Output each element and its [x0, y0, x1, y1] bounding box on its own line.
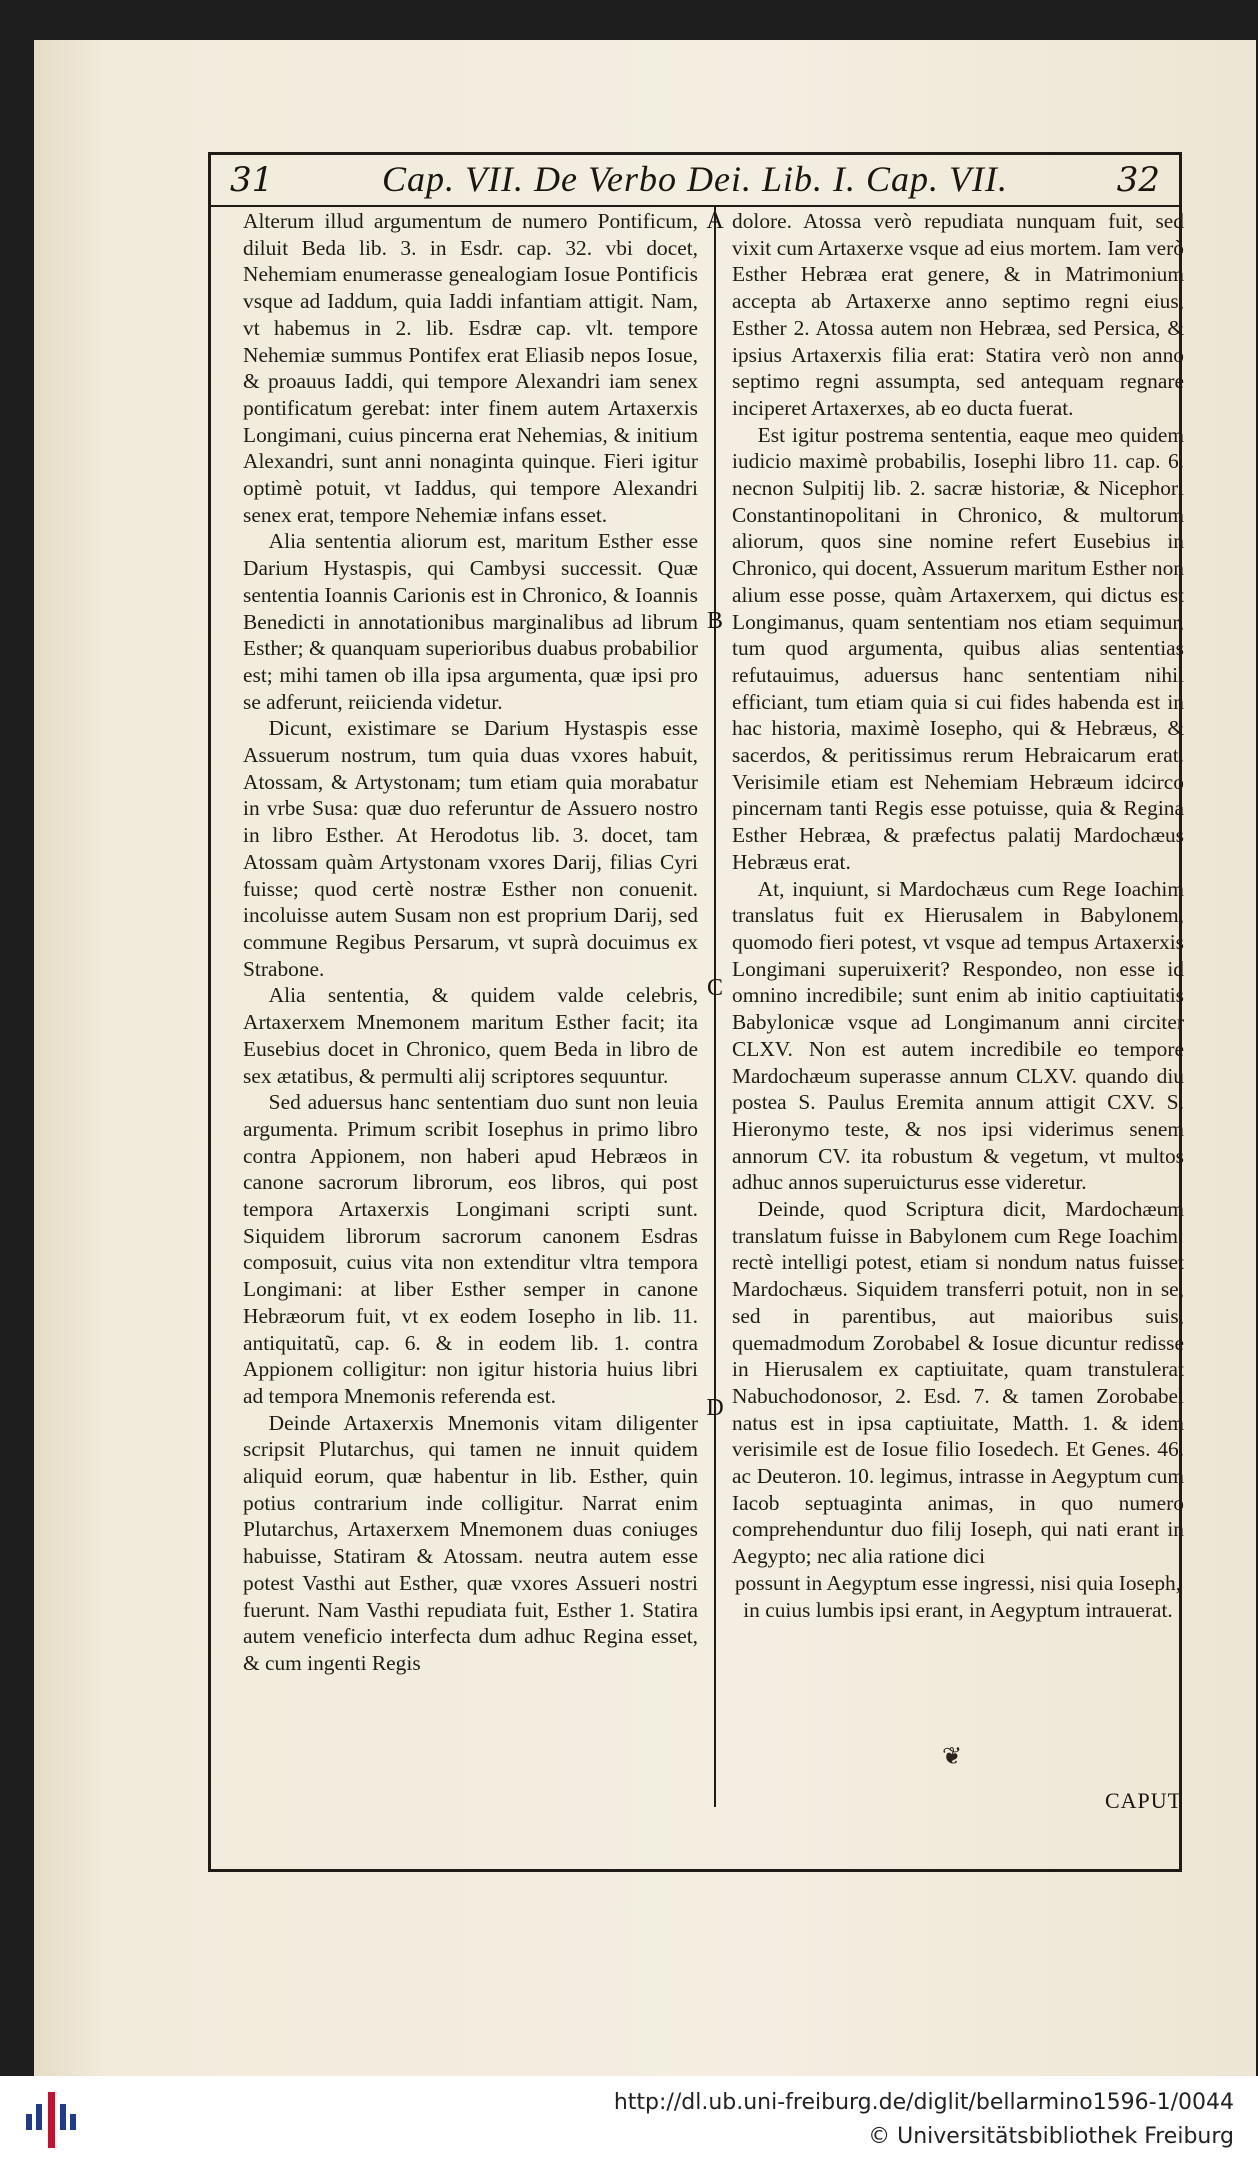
- fleuron-ornament-icon: ❦: [942, 1742, 963, 1770]
- page-header: [208, 152, 1182, 207]
- viewer-footer: [0, 2076, 1258, 2160]
- paragraph: Est igitur postrema sententia, eaque meo quidem iudicio maximè probabilis, Iosephi libro 11. cap. 6. necnon Sulpitij lib. 2. sacræ historiæ, & Nicephori Constantinopolitani in Chronico, & multorum aliorum, quos sine nomine refert Eusebius in Chronico, qui docent, Assuerum maritum Esther non alium esse posse, quàm Artaxerxem, qui dictus est Longimanus, quam sententiam nos etiam sequimur, tum quod argumenta, quibus alias sententias refutauimus, aduersus hanc sententiam nihil efficiant, tum etiam quia si cui fides habenda est in hac historia, maximè Iosepho, qui & Hebræus, & sacerdos, & peritissimus rerum Hebraicarum erat. Verisimile etiam est Nehemiam Hebræum idcirco pincernam tanti Regis esse potuisse, quia & Regina Esther Hebræa, & præfectus palatij Mardochæus Hebræus erat.: [732, 422, 1184, 874]
- folio-left: 31: [230, 160, 274, 200]
- right-column: [732, 208, 1184, 1778]
- margin-letter-b: B: [706, 608, 723, 634]
- margin-letter-d: D: [706, 1395, 724, 1421]
- copyright-notice: © Universitätsbibliothek Freiburg: [868, 2124, 1234, 2149]
- catchword: CAPUT: [1105, 1788, 1183, 1813]
- paragraph: Deinde, quod Scriptura dicit, Mardochæum translatum fuisse in Babylonem cum Rege Ioachim: rectè intelligi potest, etiam si nondum natus fuisset Mardochæus. Siquidem transferri potuit, non in se, sed in parentibus, aut maioribus suis, quemadmodum Zorobabel & Iosue dicuntur redisse in Hierusalem ex captiuitate, quam transtulerat Nabuchodonosor, 2. Esd. 7. & tamen Zorobabel natus est in ipsa captiuitate, Matth. 1. & idem verisimile est de Iosue filio Iosedech. Et Genes. 46. ac Deuteron. 10. legimus, intrasse in Aegyptum cum Iacob septuaginta animas, in quo numero comprehenduntur duo filij Ioseph, qui nati erant in Aegypto; nec alia ratione dici: [732, 1197, 1184, 1569]
- permalink[interactable]: http://dl.ub.uni-freiburg.de/diglit/bellarmino1596-1/0044: [613, 2090, 1234, 2115]
- paragraph: Alia sententia, & quidem valde celebris, Artaxerxem Mnemonem maritum Esther facit; ita Eusebius docet in Chronico, quem Beda in libro de sex ætatibus, & permulti alij scriptores sequuntur.: [243, 983, 698, 1088]
- ub-freiburg-logo-icon: [22, 2084, 82, 2154]
- left-column: [243, 208, 698, 1778]
- paragraph: dolore. Atossa verò repudiata nunquam fuit, sed vixit cum Artaxerxe vsque ad eius mortem. Iam verò Esther Hebræa erat genere, & in Matrimonium accepta ab Artaxerxe anno septimo regni eius, Esther 2. Atossa autem non Hebræa, sed Persica, & ipsius Artaxerxis filia erat: Statira verò non anno septimo regni assumpta, sed antequam regnare inciperet Artaxerxes, ab eo ducta fuerat.: [732, 209, 1184, 420]
- closing-paragraph: possunt in Aegyptum esse ingressi, nisi quia Ioseph, in cuius lumbis ipsi erant, in Aegyptum intrauerat.: [734, 1570, 1182, 1622]
- paragraph: Sed aduersus hanc sententiam duo sunt non leuia argumenta. Primum scribit Iosephus in primo libro contra Appionem, non haberi apud Hebræos in canone sacrorum librorum, eos libros, qui post tempora Artaxerxis Longimani scripti sunt. Siquidem librorum sacrorum canonem Esdras composuit, cuius vita non extenditur vltra tempora Longimani: at liber Esther semper in canone Hebræorum fuit, vt ex eodem Iosepho in lib. 11. antiquitatũ, cap. 6. & in eodem lib. 1. contra Appionem colligitur: non igitur historia huius libri ad tempora Mnemonis referenda est.: [243, 1090, 698, 1408]
- paragraph: Deinde Artaxerxis Mnemonis vitam diligenter scripsit Plutarchus, qui tamen ne innuit quidem aliquid eorum, quæ habentur in lib. Esther, quin potius contrarium inde colligitur. Narrat enim Plutarchus, Artaxerxem Mnemonem duas coniuges habuisse, Statiram & Atossam. neutra autem esse potest Vasthi aut Esther, quæ vxores Assueri nostri fuerunt. Nam Vasthi repudiata fuit, Esther 1. Statira autem veneficio interfecta dum adhuc Regina esset, & cum ingenti Regis: [243, 1410, 698, 1675]
- folio-right: 32: [1116, 160, 1160, 200]
- paragraph: Dicunt, existimare se Darium Hystaspis esse Assuerum nostrum, tum quia duas vxores habuit, Atossam, & Artystonam; tum etiam quia morabatur in vrbe Susa: quæ duo referuntur de Assuero nostro in libro Esther. At Herodotus lib. 3. docet, tam Atossam quàm Artystonam vxores Darij, filias Cyri fuisse; quod certè nostræ Esther non conuenit. incoluisse autem Susam non est proprium Darij, sed commune Regibus Persarum, vt suprà docuimus ex Strabone.: [243, 716, 698, 981]
- column-divider: [714, 207, 716, 1807]
- paragraph: At, inquiunt, si Mardochæus cum Rege Ioachim translatus fuit ex Hierusalem in Babylonem, quomodo fieri potest, vt vsque ad tempus Artaxerxis Longimani superuixerit? Respondeo, non esse id omnino incredibile; sunt enim ab initio captiuitatis Babylonicæ vsque ad Longimanum anni circiter CLXV. Non est autem incredibile eo tempore Mardochæum superasse annum CLXV. quando diu postea S. Paulus Eremita annum attigit CXV. S. Hieronymo teste, & nos ipsi viderimus senem annorum CV. ita robustum & vegetum, vt multos adhuc annos superuicturus esse videretur.: [732, 876, 1184, 1195]
- margin-letter-a: A: [706, 208, 724, 234]
- running-head: Cap. VII. De Verbo Dei. Lib. I. Cap. VII.: [382, 159, 1008, 199]
- paragraph: Alia sententia aliorum est, maritum Esther esse Darium Hystaspis, qui Cambysi successit. Quæ sententia Ioannis Carionis est in Chronico, & Ioannis Benedicti in annotationibus marginalibus ad librum Esther; & quanquam superioribus duabus probabilior est; mihi tamen ob illa ipsa argumenta, quæ ipsi pro se adferunt, reiicienda videtur.: [243, 529, 698, 714]
- paragraph: Alterum illud argumentum de numero Pontificum, diluit Beda lib. 3. in Esdr. cap. 32. vbi docet, Nehemiam enumerasse genealogiam Iosue Pontificis vsque ad Iaddum, quia Iaddi infantiam attigit. Nam, vt habemus in 2. lib. Esdræ cap. vlt. tempore Nehemiæ summus Pontifex erat Eliasib nepos Iosue, & proauus Iaddi, qui tempore Alexandri iam senex pontificatum gerebat: inter finem autem Artaxerxis Longimani, cuius pincerna erat Nehemias, & initium Alexandri, sunt anni nonaginta quinque. Fieri igitur optimè potuit, vt Iaddus, qui tempore Alexandri senex erat, tempore Nehemiæ infans esset.: [243, 209, 698, 527]
- margin-letter-c: C: [706, 975, 723, 1001]
